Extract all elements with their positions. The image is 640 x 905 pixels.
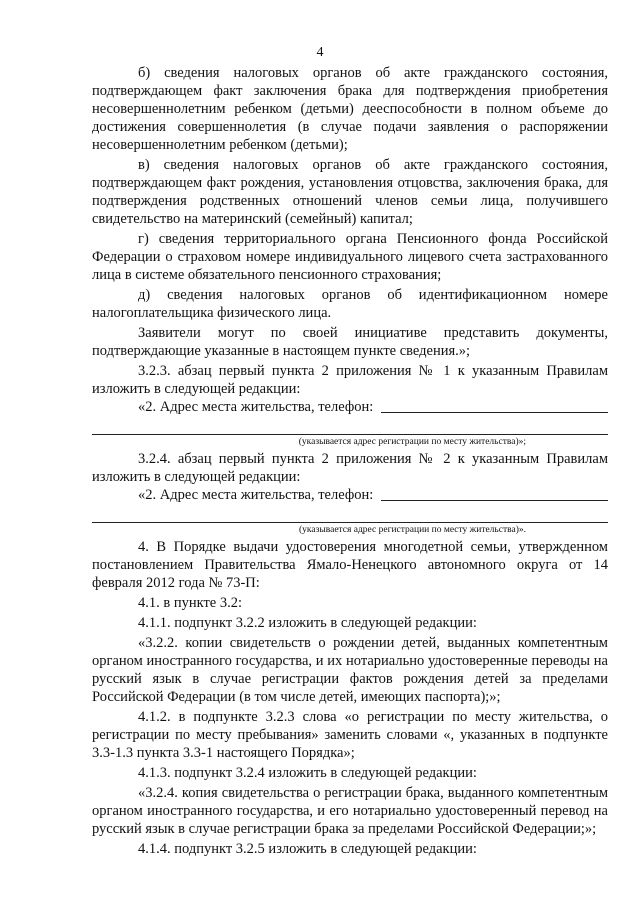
paragraph-4-1-4: 4.1.4. подпункт 3.2.5 изложить в следующей редакции: xyxy=(138,841,477,857)
address-line-2 xyxy=(92,486,608,504)
paragraph-v: в) сведения налоговых органов об акте гражданского состояния, подтверждающем факт рождения, установления отцовства, заключения брака, для подтверждения родственных отношений членов семьи лица, получившего свидетельство на материнский (семейный) капитал; xyxy=(92,157,608,227)
address-blank-2 xyxy=(381,486,608,501)
paragraph-3-2-2-quote: «3.2.2. копии свидетельств о рождении детей, выданных компетентным органом иностранного государства, и их нотариально удостоверенные переводы на русский язык в случае регистрации фактов рождения детей за пределами Российской Федерации (в том числе детей, имеющих паспорта);»; xyxy=(92,635,608,705)
paragraph-g: г) сведения территориального органа Пенсионного фонда Российской Федерации о страховом номере индивидуального лицевого счета застрахованного лица в системе обязательного пенсионного страхования; xyxy=(92,231,608,283)
address-blank-line-2 xyxy=(92,508,608,523)
paragraph-3-2-3: 3.2.3. абзац первый пункта 2 приложения № 1 к указанным Правилам изложить в следующей редакции: xyxy=(92,363,608,397)
paragraph-4-1-2: 4.1.2. в подпункте 3.2.3 слова «о регистрации по месту жительства, о регистрации по месту пребывания» заменить словами «, указанных в подпункте 3.3-1.3 пункта 3.3-1 настоящего Порядка»; xyxy=(92,709,608,761)
address-line-1 xyxy=(92,398,608,416)
paragraph-4-1-3: 4.1.3. подпункт 3.2.4 изложить в следующей редакции: xyxy=(138,765,477,781)
address-blank-line-1 xyxy=(92,420,608,435)
address-note-2: (указывается адрес регистрации по месту жительства)». xyxy=(299,525,526,535)
address-label-1: «2. Адрес места жительства, телефон: xyxy=(138,399,374,415)
paragraph-applicants: Заявители могут по своей инициативе представить документы, подтверждающие указанные в настоящем пункте сведения.»; xyxy=(92,325,608,359)
paragraph-4-1: 4.1. в пункте 3.2: xyxy=(138,595,243,611)
paragraph-4: 4. В Порядке выдачи удостоверения многодетной семьи, утвержденном постановлением Правительства Ямало-Ненецкого автономного округа от 14 февраля 2012 года № 73-П: xyxy=(92,539,608,591)
paragraph-3-2-4: 3.2.4. абзац первый пункта 2 приложения № 2 к указанным Правилам изложить в следующей редакции: xyxy=(92,451,608,485)
address-note-1: (указывается адрес регистрации по месту жительства)»; xyxy=(298,437,526,447)
paragraph-3-2-4-quote: «3.2.4. копия свидетельства о регистрации брака, выданного компетентным органом иностранного государства, и его нотариально удостоверенный перевод на русский язык в случае регистрации брака за пределами Российской Федерации;»; xyxy=(92,785,608,837)
document-body xyxy=(92,64,608,858)
address-label-2: «2. Адрес места жительства, телефон: xyxy=(138,487,374,503)
paragraph-4-1-1: 4.1.1. подпункт 3.2.2 изложить в следующей редакции: xyxy=(138,615,477,631)
paragraph-d: д) сведения налоговых органов об идентификационном номере налогоплательщика физического лица. xyxy=(92,287,608,321)
page-number: 4 xyxy=(316,45,324,60)
address-blank-1 xyxy=(381,398,608,413)
paragraph-b: б) сведения налоговых органов об акте гражданского состояния, подтверждающем факт заключения брака для подтверждения приобретения несовершеннолетним ребенком (детьми) дееспособности в полном объеме до достижения совершеннолетия (в случае подачи заявления о распоряжении несовершеннолетним ребенком (детьми); xyxy=(92,65,608,153)
